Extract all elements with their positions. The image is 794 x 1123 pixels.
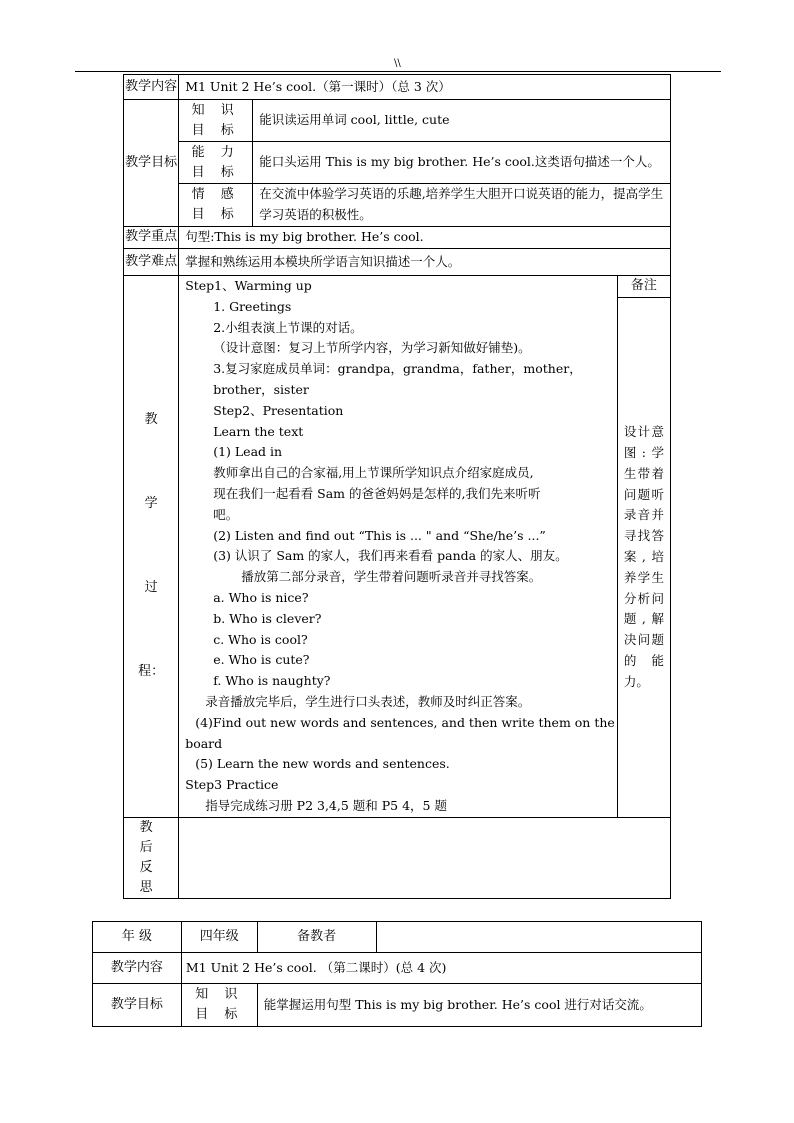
content-label: 教学内容 xyxy=(93,953,182,984)
reflection-label: 教 后 反 思 xyxy=(124,817,179,898)
process-line: 2.小组表演上节课的对话。 xyxy=(213,319,363,335)
process-line: 1. Greetings xyxy=(213,298,292,314)
process-line: 3.复习家庭成员单词：grandpa，grandma，father，mother， xyxy=(213,361,582,377)
process-line: 指导完成练习册 P2 3,4,5 题和 P5 4，5 题 xyxy=(205,797,447,813)
process-line: brother，sister xyxy=(213,381,309,397)
process-line: （设计意图：复习上节所学内容，为学习新知做好铺垫)。 xyxy=(213,340,531,356)
process-line: 教师拿出自己的合家福,用上节课所学知识点介绍家庭成员, xyxy=(213,465,534,481)
goals-label: 教学目标 xyxy=(124,100,179,227)
process-line: (2) Listen and find out “This is ... " and “She/he’s ...” xyxy=(213,527,546,543)
process-line: 吧。 xyxy=(213,506,239,522)
process-line: 录音播放完毕后，学生进行口头表述，教师及时纠正答案。 xyxy=(205,693,531,709)
content-value: M1 Unit 2 He’s cool. （第二课时）(总 4 次) xyxy=(181,953,701,984)
lesson-plan-table-1 xyxy=(123,74,671,899)
process-label-char: 教 xyxy=(144,412,158,428)
header-rule xyxy=(75,71,721,72)
process-label xyxy=(124,276,179,818)
grade-value: 四年级 xyxy=(181,922,257,953)
difficulty-label: 教学难点 xyxy=(124,249,179,276)
process-label-char: 学 xyxy=(144,496,158,512)
process-line: Learn the text xyxy=(213,423,304,439)
ability-goal-value: 能口头运用 This is my big brother. He’s cool.这类语句描述一个人。 xyxy=(253,142,671,184)
knowledge-goal-value: 能识读运用单词 cool, little, cute xyxy=(253,100,671,142)
process-line: (4)Find out new words and sentences, and then write them on the xyxy=(195,714,615,730)
content-value: M1 Unit 2 He’s cool.（第一课时）（总 3 次） xyxy=(179,75,671,100)
process-line: (5) Learn the new words and sentences. xyxy=(195,756,450,772)
ability-goal-label: 能 力 目 标 xyxy=(179,142,253,184)
process-content xyxy=(179,276,618,818)
focus-label: 教学重点 xyxy=(124,227,179,249)
remark-value: 设计意图:学生带着问题听录音并寻找答案,培养学生分析问题,解决问题的能力。 xyxy=(617,298,670,818)
process-line: b. Who is clever? xyxy=(213,610,322,626)
header-mark: \\ xyxy=(394,58,401,69)
process-line: Step2、Presentation xyxy=(213,402,344,418)
goals-label: 教学目标 xyxy=(93,984,182,1027)
content-label: 教学内容 xyxy=(124,75,179,100)
process-line: a. Who is nice? xyxy=(213,589,309,605)
process-line: c. Who is cool? xyxy=(213,631,308,647)
process-line: 现在我们一起看看 Sam 的爸爸妈妈是怎样的,我们先来听听 xyxy=(213,485,541,501)
knowledge-goal-label: 知 识 目 标 xyxy=(181,984,257,1027)
process-line: f. Who is naughty? xyxy=(213,673,331,689)
process-line: Step1、Warming up xyxy=(185,278,312,293)
emotion-goal-value: 在交流中体验学习英语的乐趣,培养学生大胆开口说英语的能力，提高学生学习英语的积极性。 xyxy=(253,184,671,227)
knowledge-goal-value: 能掌握运用句型 This is my big brother. He’s cool 进行对话交流。 xyxy=(257,984,701,1027)
grade-label: 年 级 xyxy=(93,922,182,953)
difficulty-value: 掌握和熟练运用本模块所学语言知识描述一个人。 xyxy=(179,249,671,276)
process-line: board xyxy=(185,735,223,751)
teacher-label: 备教者 xyxy=(257,922,376,953)
process-line: e. Who is cute? xyxy=(213,652,310,668)
process-line: Step3 Practice xyxy=(185,777,279,793)
teacher-value xyxy=(376,922,701,953)
remark-label: 备注 xyxy=(617,276,670,298)
process-line: 播放第二部分录音，学生带着问题听录音并寻找答案。 xyxy=(241,569,542,585)
reflection-value xyxy=(179,817,671,898)
process-line: (1) Lead in xyxy=(213,444,283,460)
knowledge-goal-label: 知 识 目 标 xyxy=(179,100,253,142)
process-line: (3) 认识了 Sam 的家人，我们再来看看 panda 的家人、朋友。 xyxy=(213,548,568,564)
focus-value: 句型:This is my big brother. He’s cool. xyxy=(179,227,671,249)
emotion-goal-label: 情 感 目 标 xyxy=(179,184,253,227)
process-label-char: 程： xyxy=(138,664,165,680)
lesson-plan-table-2 xyxy=(92,921,702,1027)
process-label-char: 过 xyxy=(144,580,158,596)
